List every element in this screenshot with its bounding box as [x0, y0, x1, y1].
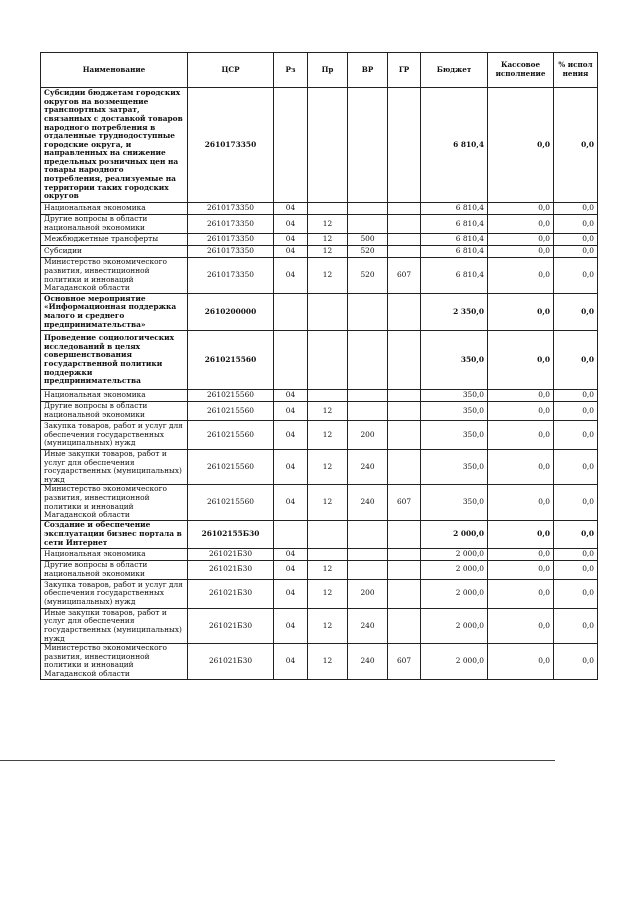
cell-cash: 0,0 [488, 560, 554, 579]
cell-name: Создание и обеспечение эксплуатации бизнес портала в сети Интернет [41, 520, 188, 548]
cell-gr [388, 608, 421, 643]
cell-name: Иные закупки товаров, работ и услуг для обеспечения государственных (муниципальных) нужд [41, 450, 188, 485]
cell-budget: 350,0 [421, 402, 488, 421]
table-row [41, 88, 598, 203]
cell-gr [388, 560, 421, 579]
cell-cash: 0,0 [488, 246, 554, 258]
header-csr: ЦСР [188, 53, 274, 88]
cell-cash: 0,0 [488, 450, 554, 485]
cell-pr: 12 [308, 402, 348, 421]
cell-vr: 240 [348, 608, 388, 643]
cell-gr [388, 579, 421, 608]
cell-pr [308, 203, 348, 215]
cell-name: Другие вопросы в области национальной экономики [41, 402, 188, 421]
cell-name: Министерство экономического развития, инвестиционной политики и инноваций Магаданской области [41, 644, 188, 679]
cell-pr: 12 [308, 644, 348, 679]
cell-name: Иные закупки товаров, работ и услуг для обеспечения государственных (муниципальных) нужд [41, 608, 188, 643]
cell-pct: 0,0 [554, 234, 598, 246]
cell-cash: 0,0 [488, 331, 554, 390]
cell-pct: 0,0 [554, 390, 598, 402]
cell-budget: 2 000,0 [421, 520, 488, 548]
table-row [41, 520, 598, 548]
cell-vr: 200 [348, 579, 388, 608]
table-row [41, 294, 598, 331]
cell-budget: 350,0 [421, 331, 488, 390]
cell-gr [388, 390, 421, 402]
cell-gr [388, 215, 421, 234]
cell-name: Национальная экономика [41, 548, 188, 560]
table-row [41, 608, 598, 643]
cell-vr: 200 [348, 421, 388, 450]
cell-name: Основное мероприятие «Информационная поддержка малого и среднего предпринимательства» [41, 294, 188, 331]
cell-pr: 12 [308, 450, 348, 485]
budget-table [40, 52, 598, 680]
cell-csr: 2610215560 [188, 390, 274, 402]
cell-vr [348, 548, 388, 560]
cell-cash: 0,0 [488, 579, 554, 608]
cell-name: Министерство экономического развития, инвестиционной политики и инноваций Магаданской области [41, 258, 188, 294]
cell-vr [348, 331, 388, 390]
header-gr: ГР [388, 53, 421, 88]
cell-name: Субсидии бюджетам городских округов на возмещение транспортных затрат, связанных с доставкой товаров народного потребления в отдаленные труднодоступные городские округа, и направленных на снижение предельных розничных цен на товары народного потребления, реализуемые на территории таких городских округов [41, 88, 188, 203]
cell-rz: 04 [274, 485, 308, 520]
cell-pr: 12 [308, 421, 348, 450]
cell-pct: 0,0 [554, 485, 598, 520]
cell-rz: 04 [274, 450, 308, 485]
cell-rz: 04 [274, 579, 308, 608]
cell-rz: 04 [274, 390, 308, 402]
cell-pr: 12 [308, 215, 348, 234]
cell-rz: 04 [274, 215, 308, 234]
table-row [41, 421, 598, 450]
cell-csr: 2610173350 [188, 246, 274, 258]
cell-gr [388, 246, 421, 258]
cell-name: Субсидии [41, 246, 188, 258]
cell-budget: 6 810,4 [421, 258, 488, 294]
cell-vr [348, 520, 388, 548]
cell-gr [388, 548, 421, 560]
cell-name: Другие вопросы в области национальной экономики [41, 215, 188, 234]
cell-cash: 0,0 [488, 390, 554, 402]
table-row [41, 331, 598, 390]
cell-gr [388, 402, 421, 421]
cell-gr [388, 88, 421, 203]
cell-budget: 350,0 [421, 421, 488, 450]
cell-pct: 0,0 [554, 215, 598, 234]
cell-pct: 0,0 [554, 421, 598, 450]
cell-csr: 2610215560 [188, 421, 274, 450]
cell-gr: 607 [388, 485, 421, 520]
cell-budget: 6 810,4 [421, 88, 488, 203]
cell-vr: 500 [348, 234, 388, 246]
cell-pr [308, 331, 348, 390]
cell-csr: 261021Б30 [188, 548, 274, 560]
cell-gr [388, 234, 421, 246]
table-row [41, 390, 598, 402]
cell-cash: 0,0 [488, 294, 554, 331]
cell-csr: 2610173350 [188, 203, 274, 215]
cell-vr [348, 215, 388, 234]
cell-cash: 0,0 [488, 608, 554, 643]
table-row [41, 450, 598, 485]
cell-budget: 2 000,0 [421, 644, 488, 679]
cell-rz: 04 [274, 644, 308, 679]
cell-csr: 2610173350 [188, 234, 274, 246]
table-header [41, 53, 598, 88]
cell-csr: 2610215560 [188, 331, 274, 390]
cell-pct: 0,0 [554, 560, 598, 579]
cell-pct: 0,0 [554, 88, 598, 203]
cell-cash: 0,0 [488, 644, 554, 679]
cell-budget: 6 810,4 [421, 215, 488, 234]
header-vr: ВР [348, 53, 388, 88]
cell-csr: 2610200000 [188, 294, 274, 331]
cell-pr: 12 [308, 560, 348, 579]
table-row [41, 402, 598, 421]
header-pct: % испол нения [554, 53, 598, 88]
cell-budget: 6 810,4 [421, 234, 488, 246]
cell-vr [348, 560, 388, 579]
cell-budget: 2 350,0 [421, 294, 488, 331]
table-row [41, 560, 598, 579]
cell-rz [274, 294, 308, 331]
header-pr: Пр [308, 53, 348, 88]
table-row [41, 579, 598, 608]
cell-pr [308, 390, 348, 402]
cell-pct: 0,0 [554, 520, 598, 548]
cell-csr: 2610173350 [188, 88, 274, 203]
cell-pct: 0,0 [554, 402, 598, 421]
cell-rz: 04 [274, 258, 308, 294]
cell-name: Национальная экономика [41, 203, 188, 215]
table-row [41, 258, 598, 294]
cell-pct: 0,0 [554, 294, 598, 331]
cell-csr: 2610173350 [188, 215, 274, 234]
cell-budget: 2 000,0 [421, 560, 488, 579]
header-row [41, 53, 598, 88]
cell-cash: 0,0 [488, 402, 554, 421]
cell-csr: 26102155Б30 [188, 520, 274, 548]
cell-pct: 0,0 [554, 608, 598, 643]
cell-budget: 2 000,0 [421, 608, 488, 643]
cell-name: Другие вопросы в области национальной экономики [41, 560, 188, 579]
cell-cash: 0,0 [488, 421, 554, 450]
table-row [41, 215, 598, 234]
cell-name: Проведение социологических исследований в целях совершенствования государственной политики поддержки предпринимательства [41, 331, 188, 390]
cell-cash: 0,0 [488, 520, 554, 548]
cell-gr [388, 520, 421, 548]
cell-pr: 12 [308, 579, 348, 608]
cell-pr: 12 [308, 608, 348, 643]
header-cash: Кассовое исполнение [488, 53, 554, 88]
table-row [41, 485, 598, 520]
cell-pr [308, 548, 348, 560]
table-row [41, 644, 598, 679]
header-budget: Бюджет [421, 53, 488, 88]
cell-vr [348, 203, 388, 215]
cell-cash: 0,0 [488, 215, 554, 234]
cell-rz: 04 [274, 548, 308, 560]
cell-cash: 0,0 [488, 548, 554, 560]
cell-csr: 2610215560 [188, 485, 274, 520]
cell-pr: 12 [308, 246, 348, 258]
cell-budget: 350,0 [421, 485, 488, 520]
cell-budget: 350,0 [421, 390, 488, 402]
cell-cash: 0,0 [488, 88, 554, 203]
cell-csr: 2610215560 [188, 450, 274, 485]
cell-budget: 6 810,4 [421, 246, 488, 258]
cell-vr [348, 390, 388, 402]
header-name: Наименование [41, 53, 188, 88]
cell-rz: 04 [274, 234, 308, 246]
cell-pr: 12 [308, 485, 348, 520]
table-row [41, 203, 598, 215]
cell-vr: 520 [348, 246, 388, 258]
cell-pr: 12 [308, 258, 348, 294]
cell-name: Закупка товаров, работ и услуг для обеспечения государственных (муниципальных) нужд [41, 579, 188, 608]
cell-gr: 607 [388, 258, 421, 294]
cell-rz: 04 [274, 203, 308, 215]
cell-pct: 0,0 [554, 548, 598, 560]
cell-pct: 0,0 [554, 450, 598, 485]
cell-csr: 261021Б30 [188, 608, 274, 643]
cell-rz: 04 [274, 560, 308, 579]
cell-gr [388, 450, 421, 485]
cell-gr: 607 [388, 644, 421, 679]
cell-budget: 6 810,4 [421, 203, 488, 215]
table-row [41, 234, 598, 246]
cell-csr: 261021Б30 [188, 560, 274, 579]
footer-rule [0, 760, 555, 761]
cell-pr [308, 520, 348, 548]
cell-rz [274, 88, 308, 203]
cell-name: Закупка товаров, работ и услуг для обеспечения государственных (муниципальных) нужд [41, 421, 188, 450]
cell-pr: 12 [308, 234, 348, 246]
cell-gr [388, 421, 421, 450]
cell-vr [348, 88, 388, 203]
cell-pct: 0,0 [554, 331, 598, 390]
cell-budget: 350,0 [421, 450, 488, 485]
cell-vr: 240 [348, 644, 388, 679]
cell-rz [274, 520, 308, 548]
cell-pct: 0,0 [554, 258, 598, 294]
table-row [41, 548, 598, 560]
cell-pct: 0,0 [554, 203, 598, 215]
cell-cash: 0,0 [488, 485, 554, 520]
cell-gr [388, 294, 421, 331]
cell-cash: 0,0 [488, 234, 554, 246]
cell-vr: 520 [348, 258, 388, 294]
cell-name: Национальная экономика [41, 390, 188, 402]
cell-name: Министерство экономического развития, инвестиционной политики и инноваций Магаданской области [41, 485, 188, 520]
cell-rz: 04 [274, 402, 308, 421]
cell-cash: 0,0 [488, 203, 554, 215]
cell-csr: 261021Б30 [188, 644, 274, 679]
cell-vr: 240 [348, 485, 388, 520]
cell-gr [388, 331, 421, 390]
cell-pct: 0,0 [554, 579, 598, 608]
table-row [41, 246, 598, 258]
cell-csr: 2610173350 [188, 258, 274, 294]
cell-vr [348, 294, 388, 331]
cell-pct: 0,0 [554, 246, 598, 258]
cell-pct: 0,0 [554, 644, 598, 679]
cell-pr [308, 294, 348, 331]
cell-rz: 04 [274, 608, 308, 643]
header-rz: Рз [274, 53, 308, 88]
cell-budget: 2 000,0 [421, 548, 488, 560]
cell-rz [274, 331, 308, 390]
cell-pr [308, 88, 348, 203]
cell-csr: 2610215560 [188, 402, 274, 421]
table-body [41, 88, 598, 680]
cell-csr: 261021Б30 [188, 579, 274, 608]
cell-name: Межбюджетные трансферты [41, 234, 188, 246]
cell-gr [388, 203, 421, 215]
cell-rz: 04 [274, 421, 308, 450]
cell-rz: 04 [274, 246, 308, 258]
cell-vr [348, 402, 388, 421]
cell-budget: 2 000,0 [421, 579, 488, 608]
cell-cash: 0,0 [488, 258, 554, 294]
cell-vr: 240 [348, 450, 388, 485]
